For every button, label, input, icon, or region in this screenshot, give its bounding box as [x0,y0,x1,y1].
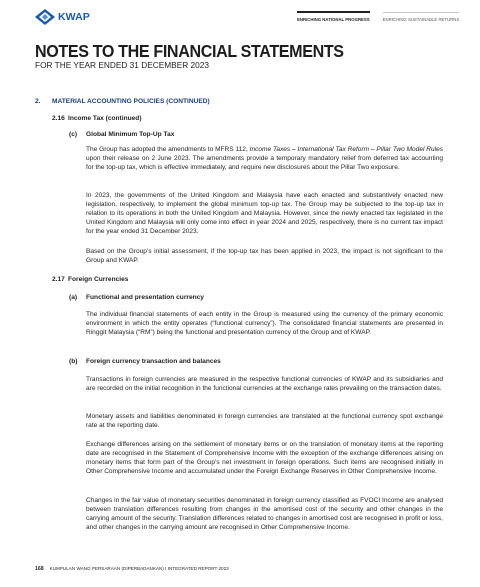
subsection-title: Foreign Currencies [68,276,129,283]
item-label: (a) [69,294,78,301]
logo-text: KWAP [58,11,90,23]
subsection-number: 2.17 [52,276,65,283]
paragraph-c-2: In 2023, the governments of the United Kingdom and Malaysia have each enacted and substantively enacted new legislation, respectively, to implement the global minimum top-up tax. The Group may be subjected to the top-up tax in relation to its operations in both the United Kingdom and Malaysia. However, since the newly enacted tax legislated in the United Kingdom and Malaysia will only come into effect in year 2024 and 2025, respectively, there is no current tax impact for the year ended 31 December 2023. [86,192,443,235]
kwap-logo-icon [35,9,55,25]
nav-indicator [383,12,460,13]
section-number: 2. [35,98,41,105]
top-navigation [297,17,459,24]
page-subtitle: FOR THE YEAR ENDED 31 DECEMBER 2023 [35,60,209,70]
paragraph-b-3: Exchange differences arising on the settlement of monetary items or on the translation of monetary items at the reporting date are recognised in the Statement of Comprehensive Income with the exception of the exchange differences arising on monetary items that form part of the Group’s net investment in foreign operations. Such items are recognised initially in Other Comprehensive Income and accumulated under the Foreign Exchange Reserves in Other Comprehensive Income. [86,441,443,475]
paragraph-c-3: Based on the Group’s initial assessment, if the top-up tax has been applied in 2023, the impact is not significant to the Group and KWAP. [86,248,443,264]
subsection-number: 2.16 [52,115,65,122]
paragraph-text: upon their release on 2 June 2023. The amendments provide a temporary mandatory relief from deferred tax accounting for the top-up tax, which is effective immediately, and require new disclosures about the Pillar Two exposure. [86,155,443,171]
page-title: NOTES TO THE FINANCIAL STATEMENTS [35,41,344,61]
paragraph-a-1: The individual financial statements of each entity in the Group is measured using the currency of the primary economic environment in which the entity operates (“functional currency”). The consolidated financial statements are presented in Ringgit Malaysia (“RM”) being the functional and presentation currency of the Group and of KWAP. [86,311,443,336]
paragraph-b-1: Transactions in foreign currencies are measured in the respective functional currencies of KWAP and its subsidiaries and are recorded on the initial recognition in the functional currencies at the exchange rates prevailing on the transaction dates. [86,376,443,392]
paragraph-b-2: Monetary assets and liabilities denominated in foreign currencies are translated at the functional currency spot exchange rate at the reporting date. [86,413,443,429]
item-heading-c [69,131,174,138]
item-title: Functional and presentation currency [86,294,204,301]
item-heading-b [69,358,221,365]
nav-label: ENRICHING NATIONAL PROGRESS [297,17,370,22]
footer-text: KUMPULAN WANG PERSARAAN (DIPERBADANKAN) I INTEGRATED REPORT 2023 [49,566,229,571]
subsection-title: Income Tax (continued) [68,115,142,122]
item-title: Foreign currency transaction and balances [86,358,221,365]
item-heading-a [69,294,204,301]
page-number: 168 [35,566,44,572]
nav-active-indicator [297,11,370,13]
paragraph-text: The Group has adopted the amendments to MFRS 112, [86,146,250,153]
paragraph-b-4: Changes in the fair value of monetary securities denominated in foreign currency classified as FVOCI Income are analysed between translation differences resulting from changes in the amortised cost of the security and other changes in the carrying amount of the security. Translation differences related to changes in amortised cost are recognised in profit or loss, and other changes in the carrying amount are recognised in Other Comprehensive Income. [86,497,443,531]
item-title: Global Minimum Top-Up Tax [86,131,175,138]
nav-enriching-sustainable-returns[interactable] [383,17,460,24]
paragraph-italic-text: Income Taxes – International Tax Reform – Pillar Two Model Rules [249,146,444,153]
section-heading [35,98,210,105]
section-title: MATERIAL ACCOUNTING POLICIES (CONTINUED) [52,98,210,105]
page-footer [35,566,229,572]
item-label: (b) [69,358,78,365]
subsection-heading-2-16 [52,115,142,122]
subsection-heading-2-17 [52,276,128,283]
item-label: (c) [69,131,78,138]
nav-enriching-national-progress[interactable] [297,17,370,24]
nav-label: ENRICHING SUSTAINABLE RETURNS [382,17,460,22]
kwap-logo [35,9,90,25]
paragraph-c-1 [86,145,443,172]
